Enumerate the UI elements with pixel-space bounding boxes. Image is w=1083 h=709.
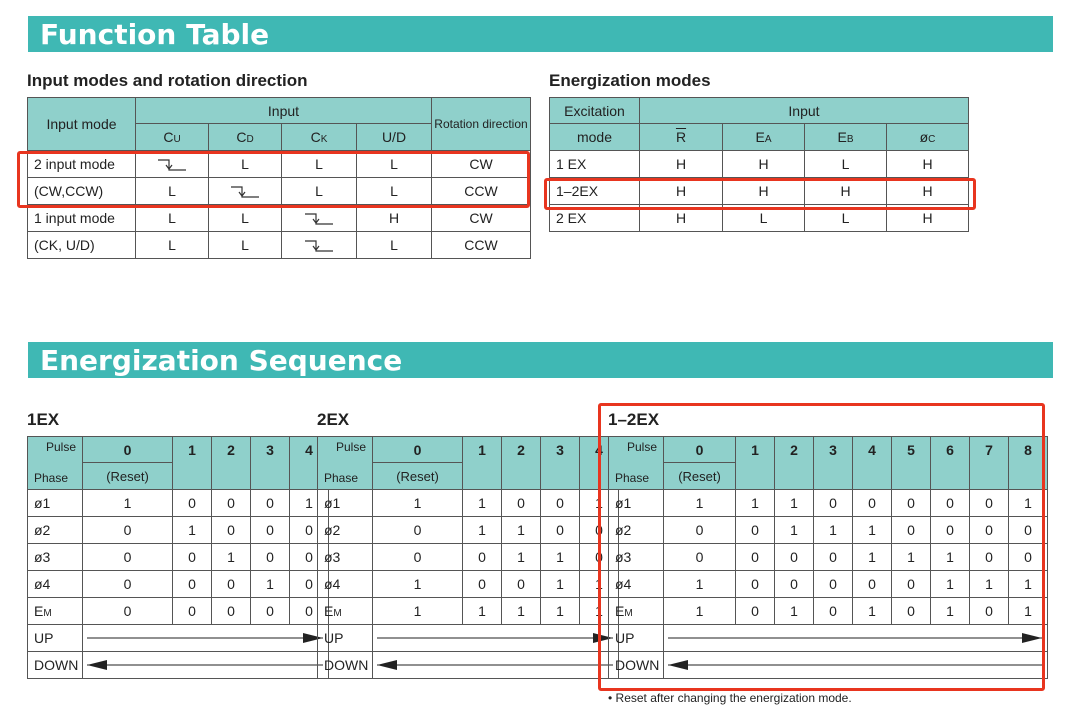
energization-value-cell: H: [640, 178, 723, 205]
phase-value-cell: 0: [251, 490, 290, 517]
phase-value-cell: 1: [541, 544, 580, 571]
phase-row: [318, 598, 619, 625]
phase-value-cell: 0: [775, 571, 814, 598]
phase-name: E: [34, 603, 44, 619]
input-value-cell: H: [357, 205, 432, 232]
input-value-cell: L: [209, 205, 282, 232]
input-mode-row: [28, 232, 531, 259]
phase-value-cell: 1: [1009, 571, 1048, 598]
phase-name: ø4: [615, 576, 632, 592]
phase-value-cell: 0: [212, 598, 251, 625]
col-header-sub: A: [764, 134, 772, 145]
phase-value-cell: 0: [251, 598, 290, 625]
energization-value-cell: L: [723, 205, 805, 232]
input-mode-label: 1 input mode: [28, 205, 136, 232]
down-label: DOWN: [28, 652, 83, 679]
phase-row: [318, 490, 619, 517]
rotation-direction-cell: CW: [432, 205, 531, 232]
phase-label-cell: [28, 598, 83, 625]
phase-value-cell: 0: [212, 490, 251, 517]
phase-value-cell: 1: [373, 490, 463, 517]
energization-value-cell: H: [723, 178, 805, 205]
rotation-direction-cell: CCW: [432, 178, 531, 205]
phase-label-cell: [318, 571, 373, 598]
phase-label: Phase: [324, 471, 359, 485]
col-header-sub: K: [320, 134, 328, 145]
phase-value-cell: 0: [664, 517, 736, 544]
phase-value-cell: 0: [736, 517, 775, 544]
col-header-3: [887, 124, 969, 151]
function-table-banner: [28, 16, 1053, 52]
seq-1ex-table: [27, 436, 329, 679]
phase-value-cell: 0: [1009, 544, 1048, 571]
phase-value-cell: 1: [580, 571, 619, 598]
function-table-title: Function Table: [40, 18, 270, 51]
down-direction-row: [28, 652, 329, 679]
reset-label: (Reset): [83, 463, 173, 490]
up-arrow-cell: [83, 625, 329, 652]
col-header-main: C: [236, 129, 247, 145]
phase-value-cell: 1: [664, 598, 736, 625]
phase-value-cell: 1: [814, 517, 853, 544]
phase-value-cell: 0: [173, 598, 212, 625]
phase-row: [318, 517, 619, 544]
energization-sequence-title: Energization Sequence: [40, 344, 403, 377]
input-modes-heading: Input modes and rotation direction: [27, 71, 308, 90]
input-value-cell: L: [282, 178, 357, 205]
phase-value-cell: 0: [290, 544, 329, 571]
pulse-edge-icon: [304, 212, 334, 226]
phase-value-cell: 0: [814, 544, 853, 571]
up-label: UP: [318, 625, 373, 652]
phase-value-cell: 1: [1009, 490, 1048, 517]
pulse-cell: [282, 232, 357, 259]
phase-label: Phase: [34, 471, 69, 485]
down-label: DOWN: [318, 652, 373, 679]
input-value-cell: L: [136, 205, 209, 232]
pulse-header-2: 2: [212, 437, 251, 490]
pulse-label: Pulse: [335, 440, 366, 454]
phase-row: [318, 571, 619, 598]
phase-value-cell: 1: [664, 571, 736, 598]
phase-value-cell: 0: [814, 598, 853, 625]
phase-value-cell: 0: [892, 490, 931, 517]
pulse-phase-corner: [318, 437, 373, 490]
pulse-header-6: 6: [931, 437, 970, 490]
col-header-sub: C: [928, 134, 936, 145]
phase-row: [28, 490, 329, 517]
up-label: UP: [609, 625, 664, 652]
highlight-2-input-mode: [17, 151, 530, 208]
phase-value-cell: 0: [212, 517, 251, 544]
phase-value-cell: 0: [736, 598, 775, 625]
phase-label-cell: [28, 490, 83, 517]
reset-label: (Reset): [664, 463, 736, 490]
phase-value-cell: 0: [970, 598, 1009, 625]
phase-value-cell: 1: [775, 517, 814, 544]
phase-value-cell: 0: [212, 571, 251, 598]
phase-value-cell: 0: [502, 571, 541, 598]
col-header-main: C: [163, 129, 174, 145]
phase-value-cell: 0: [892, 598, 931, 625]
input-value-cell: L: [357, 178, 432, 205]
energization-value-cell: L: [805, 205, 887, 232]
energization-sequence-banner: [28, 342, 1053, 378]
phase-value-cell: 1: [502, 517, 541, 544]
phase-value-cell: 1: [736, 490, 775, 517]
phase-value-cell: 0: [83, 598, 173, 625]
phase-name: ø2: [615, 522, 632, 538]
col-header-main: $\overline{R}$: [675, 129, 687, 145]
col-header-main: ø: [919, 129, 929, 145]
phase-value-cell: 0: [853, 490, 892, 517]
phase-value-cell: 0: [775, 544, 814, 571]
energization-value-cell: H: [805, 178, 887, 205]
phase-value-cell: 0: [541, 517, 580, 544]
input-mode-label: 2 input mode: [28, 151, 136, 178]
phase-value-cell: 0: [970, 544, 1009, 571]
up-arrow-cell: [373, 625, 619, 652]
energization-value-cell: H: [640, 151, 723, 178]
input-value-cell: L: [136, 232, 209, 259]
pulse-header-2: 2: [502, 437, 541, 490]
down-arrow-cell: [373, 652, 619, 679]
col-header-1: [209, 124, 282, 151]
phase-value-cell: 0: [83, 517, 173, 544]
col-header-sub: D: [246, 134, 254, 145]
phase-value-cell: 1: [83, 490, 173, 517]
col-header-2: [282, 124, 357, 151]
col-header-main: C: [310, 129, 321, 145]
arrow-left-icon: [373, 658, 617, 672]
rotation-direction-header: Rotation direction: [432, 98, 531, 151]
col-header-2: [805, 124, 887, 151]
down-label: DOWN: [609, 652, 664, 679]
phase-name: ø2: [34, 522, 51, 538]
phase-name-sub: M: [43, 608, 52, 619]
up-direction-row: [318, 625, 619, 652]
seq-1ex-heading: 1EX: [27, 410, 60, 429]
phase-value-cell: 0: [290, 517, 329, 544]
energization-modes-table: [549, 97, 969, 232]
col-header-0: [640, 124, 723, 151]
phase-value-cell: 1: [463, 517, 502, 544]
phase-row: [28, 571, 329, 598]
phase-value-cell: 0: [83, 571, 173, 598]
pulse-header-0: 0: [373, 437, 463, 463]
phase-value-cell: 1: [463, 598, 502, 625]
phase-value-cell: 0: [541, 490, 580, 517]
pulse-header-1: 1: [736, 437, 775, 490]
pulse-header-3: 3: [814, 437, 853, 490]
input-mode-header: Input mode: [28, 98, 136, 151]
seq-12ex-heading: 1–2EX: [608, 410, 660, 429]
phase-value-cell: 0: [373, 544, 463, 571]
phase-row: [28, 544, 329, 571]
phase-value-cell: 1: [775, 598, 814, 625]
phase-value-cell: 1: [931, 571, 970, 598]
phase-name: E: [615, 603, 625, 619]
rotation-direction-cell: CCW: [432, 232, 531, 259]
phase-value-cell: 1: [502, 544, 541, 571]
input-mode-label: (CK, U/D): [28, 232, 136, 259]
input-value-cell: L: [209, 232, 282, 259]
col-header-sub: B: [846, 134, 854, 145]
phase-value-cell: 1: [290, 490, 329, 517]
pulse-cell: [282, 205, 357, 232]
phase-row: [28, 517, 329, 544]
energization-mode-row: [550, 151, 969, 178]
phase-value-cell: 0: [251, 517, 290, 544]
arrow-left-icon: [83, 658, 327, 672]
up-direction-row: [28, 625, 329, 652]
energization-value-cell: L: [805, 151, 887, 178]
phase-value-cell: 1: [853, 544, 892, 571]
input-header: Input: [136, 98, 432, 124]
phase-label-cell: [28, 544, 83, 571]
phase-value-cell: 0: [970, 517, 1009, 544]
col-header-3: [357, 124, 432, 151]
phase-value-cell: 1: [502, 598, 541, 625]
phase-value-cell: 1: [541, 598, 580, 625]
phase-value-cell: 1: [541, 571, 580, 598]
pulse-header-3: 3: [251, 437, 290, 490]
input-value-cell: L: [136, 178, 209, 205]
phase-value-cell: 1: [931, 544, 970, 571]
up-label: UP: [28, 625, 83, 652]
down-direction-row: [318, 652, 619, 679]
col-header-1: [723, 124, 805, 151]
energization-value-cell: H: [887, 205, 969, 232]
pulse-edge-icon: [304, 239, 334, 253]
footnote: • Reset after changing the energization mode.: [608, 691, 852, 705]
phase-value-cell: 1: [853, 517, 892, 544]
phase-value-cell: 1: [853, 598, 892, 625]
reset-label: (Reset): [373, 463, 463, 490]
col-header-main: E: [837, 129, 847, 145]
phase-value-cell: 0: [463, 544, 502, 571]
pulse-header-0: 0: [664, 437, 736, 463]
phase-value-cell: 0: [892, 571, 931, 598]
arrow-right-icon: [83, 631, 327, 645]
phase-name-sub: M: [624, 608, 633, 619]
phase-name: ø1: [34, 495, 51, 511]
highlight-1-2ex-mode: [544, 178, 976, 210]
phase-value-cell: 1: [580, 490, 619, 517]
phase-value-cell: 1: [664, 490, 736, 517]
phase-label-cell: [318, 544, 373, 571]
input-mode-row: [28, 205, 531, 232]
phase-name: ø4: [34, 576, 51, 592]
phase-label-cell: [28, 571, 83, 598]
excitation-header: Excitation: [550, 98, 640, 124]
phase-value-cell: 1: [931, 598, 970, 625]
highlight-1-2ex-sequence: [598, 403, 1045, 691]
input-value-cell: L: [282, 151, 357, 178]
input-value-cell: L: [209, 151, 282, 178]
phase-row: [318, 544, 619, 571]
input-value-cell: L: [357, 151, 432, 178]
pulse-header-2: 2: [775, 437, 814, 490]
pulse-header-4: 4: [290, 437, 329, 490]
phase-value-cell: 0: [736, 571, 775, 598]
phase-value-cell: 0: [814, 490, 853, 517]
phase-label-cell: [318, 517, 373, 544]
phase-name: ø3: [615, 549, 632, 565]
energization-value-cell: H: [887, 151, 969, 178]
phase-value-cell: 1: [173, 517, 212, 544]
pulse-header-4: 4: [580, 437, 619, 490]
phase-value-cell: 0: [853, 571, 892, 598]
phase-value-cell: 0: [173, 544, 212, 571]
phase-value-cell: 0: [463, 571, 502, 598]
phase-value-cell: 1: [1009, 598, 1048, 625]
arrow-right-icon: [373, 631, 617, 645]
pulse-header-0: 0: [83, 437, 173, 463]
pulse-phase-corner: [28, 437, 83, 490]
phase-value-cell: 0: [251, 544, 290, 571]
phase-label-cell: [318, 490, 373, 517]
phase-name: ø3: [324, 549, 341, 565]
phase-value-cell: 1: [373, 571, 463, 598]
pulse-label: Pulse: [626, 440, 657, 454]
phase-value-cell: 0: [1009, 517, 1048, 544]
phase-value-cell: 1: [212, 544, 251, 571]
phase-name: ø1: [324, 495, 341, 511]
pulse-header-4: 4: [853, 437, 892, 490]
pulse-header-1: 1: [173, 437, 212, 490]
excitation-mode-label: 2 EX: [550, 205, 640, 232]
pulse-label: Pulse: [45, 440, 76, 454]
phase-value-cell: 0: [173, 571, 212, 598]
phase-value-cell: 1: [775, 490, 814, 517]
phase-value-cell: 0: [931, 517, 970, 544]
phase-row: [28, 598, 329, 625]
energization-value-cell: H: [887, 178, 969, 205]
phase-name: ø1: [615, 495, 632, 511]
input-value-cell: L: [357, 232, 432, 259]
energization-value-cell: H: [723, 151, 805, 178]
phase-value-cell: 0: [664, 544, 736, 571]
pulse-header-3: 3: [541, 437, 580, 490]
seq-2ex-table: [317, 436, 619, 679]
phase-value-cell: 0: [736, 544, 775, 571]
seq-2ex-heading: 2EX: [317, 410, 350, 429]
phase-value-cell: 0: [502, 490, 541, 517]
phase-value-cell: 0: [970, 490, 1009, 517]
phase-value-cell: 0: [290, 598, 329, 625]
phase-value-cell: 1: [580, 598, 619, 625]
pulse-header-5: 5: [892, 437, 931, 490]
phase-value-cell: 0: [931, 490, 970, 517]
phase-value-cell: 0: [892, 517, 931, 544]
phase-value-cell: 1: [970, 571, 1009, 598]
energization-modes-heading: Energization modes: [549, 71, 711, 90]
pulse-header-7: 7: [970, 437, 1009, 490]
phase-name: ø3: [34, 549, 51, 565]
input-mode-label: (CW,CCW): [28, 178, 136, 205]
col-header-sub: U: [173, 134, 181, 145]
mode-header: mode: [550, 124, 640, 151]
phase-value-cell: 0: [814, 571, 853, 598]
energ-input-header: Input: [640, 98, 969, 124]
phase-value-cell: 0: [290, 571, 329, 598]
excitation-mode-label: 1 EX: [550, 151, 640, 178]
pulse-header-1: 1: [463, 437, 502, 490]
phase-label-cell: [318, 598, 373, 625]
phase-value-cell: 1: [373, 598, 463, 625]
col-header-main: E: [755, 129, 765, 145]
col-header-main: U/D: [381, 129, 407, 145]
phase-name-sub: M: [333, 608, 342, 619]
phase-label-cell: [28, 517, 83, 544]
rotation-direction-cell: CW: [432, 151, 531, 178]
phase-value-cell: 1: [463, 490, 502, 517]
phase-value-cell: 0: [373, 517, 463, 544]
col-header-0: [136, 124, 209, 151]
phase-value-cell: 1: [892, 544, 931, 571]
phase-label: Phase: [615, 471, 650, 485]
phase-value-cell: 0: [173, 490, 212, 517]
phase-value-cell: 0: [580, 517, 619, 544]
energization-value-cell: H: [640, 205, 723, 232]
pulse-header-8: 8: [1009, 437, 1048, 490]
phase-name: ø4: [324, 576, 341, 592]
phase-name: E: [324, 603, 334, 619]
phase-value-cell: 0: [83, 544, 173, 571]
phase-value-cell: 0: [580, 544, 619, 571]
down-arrow-cell: [83, 652, 329, 679]
excitation-mode-label: 1–2EX: [550, 178, 640, 205]
phase-value-cell: 1: [251, 571, 290, 598]
phase-name: ø2: [324, 522, 341, 538]
